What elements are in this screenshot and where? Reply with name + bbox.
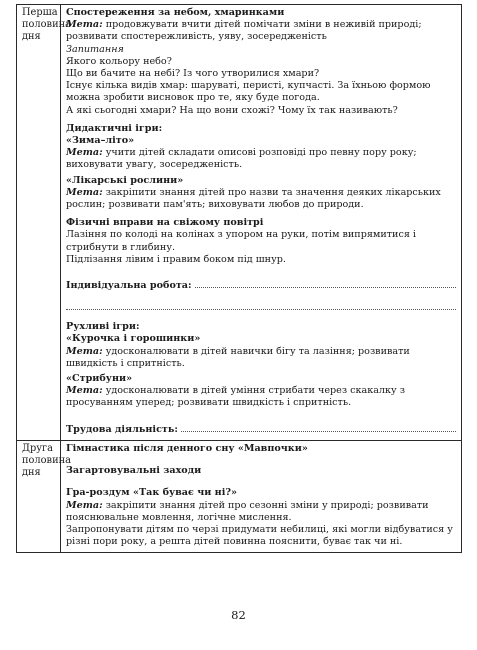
question-line: А які сьогодні хмари? На що вони схожі? Чому їх так називають? [66, 104, 398, 116]
blank-dotted-line [66, 298, 456, 310]
observation-goal: Мета: продовжувати вчити дітей помічати зміни в неживій природі; розвивати спостережливість, уяву, зосередженість [66, 19, 422, 43]
question-line: Якого кольору небо? [66, 55, 172, 67]
exercise-line: Підлізання лівим і правим боком під шнур. [66, 253, 286, 265]
mobile-game-goal: Мета: удосконалювати в дітей уміння стрибати через скакалку з просуванням уперед; розвивати швидкість і спритність. [66, 385, 405, 409]
first-half-row [17, 5, 462, 441]
hardening-title: Загартовувальні заходи [66, 465, 202, 477]
mobile-game-name: «Стрибуни» [66, 373, 133, 385]
questions-label: Запитання [66, 43, 124, 55]
didactic-game-name: «Лікарські рослини» [66, 174, 184, 186]
didactic-game-goal: Мета: учити дітей складати описові розповіді про певну пору року; виховувати увагу, зосередженість. [66, 147, 417, 171]
period-first-half: Перша половина дня [17, 5, 61, 441]
question-line: Що ви бачите на небі? Із чого утворилися хмари? [66, 68, 320, 80]
didactic-game-goal: Мета: закріпити знання дітей про назви та значення деяких лікарських рослин; розвивати пам'ять; виховувати любов до природи. [66, 186, 441, 211]
mobile-game-name: «Курочка і горошинки» [66, 333, 201, 345]
labor-activity-line: Трудова діяльність: [66, 422, 456, 436]
mobile-game-goal: Мета: удосконалювати в дітей навички бігу та лазіння; розвивати швидкість і спритність. [66, 345, 410, 369]
observation-title: Спостереження за небом, хмаринками [66, 7, 285, 18]
didactic-game-name: «Зима–літо» [66, 135, 135, 147]
mobile-games-title: Рухливі ігри: [66, 321, 140, 333]
didactic-title: Дидактичні ігри: [66, 122, 163, 134]
period-second-half: Друга половина дня [17, 440, 61, 552]
reflection-game-goal: Мета: закріпити знання дітей про сезонні зміни у природі; розвивати пояснювальне мовлення, логічне мислення. [66, 499, 429, 523]
question-line: Існує кілька видів хмар: шаруваті, перисті, купчасті. За їхньою формою можна зробити висновок про те, яку буде погода. [66, 80, 431, 104]
reflection-game-text: Запропонувати дітям по черзі придумати небилиці, які могли відбуватися у різні пори року, а решта дітей повинна пояснити, буває так чи ні. [66, 523, 453, 548]
exercises-title: Фізичні вправи на свіжому повітрі [66, 217, 264, 229]
second-half-row [17, 440, 462, 552]
first-half-content [61, 5, 462, 441]
individual-work-line: Індивідуальна робота: [66, 278, 456, 292]
gymnastics-title: Гімнастика після денного сну «Мавпочки» [66, 442, 308, 454]
page-number: 82 [231, 608, 246, 622]
plan-table [16, 4, 462, 553]
reflection-game-title: Гра-роздум «Так буває чи ні?» [66, 487, 237, 499]
exercise-line: Лазіння по колоді на колінах з упором на руки, потім випрямитися і стрибнути в глибину. [66, 229, 416, 253]
second-half-content [61, 440, 462, 552]
